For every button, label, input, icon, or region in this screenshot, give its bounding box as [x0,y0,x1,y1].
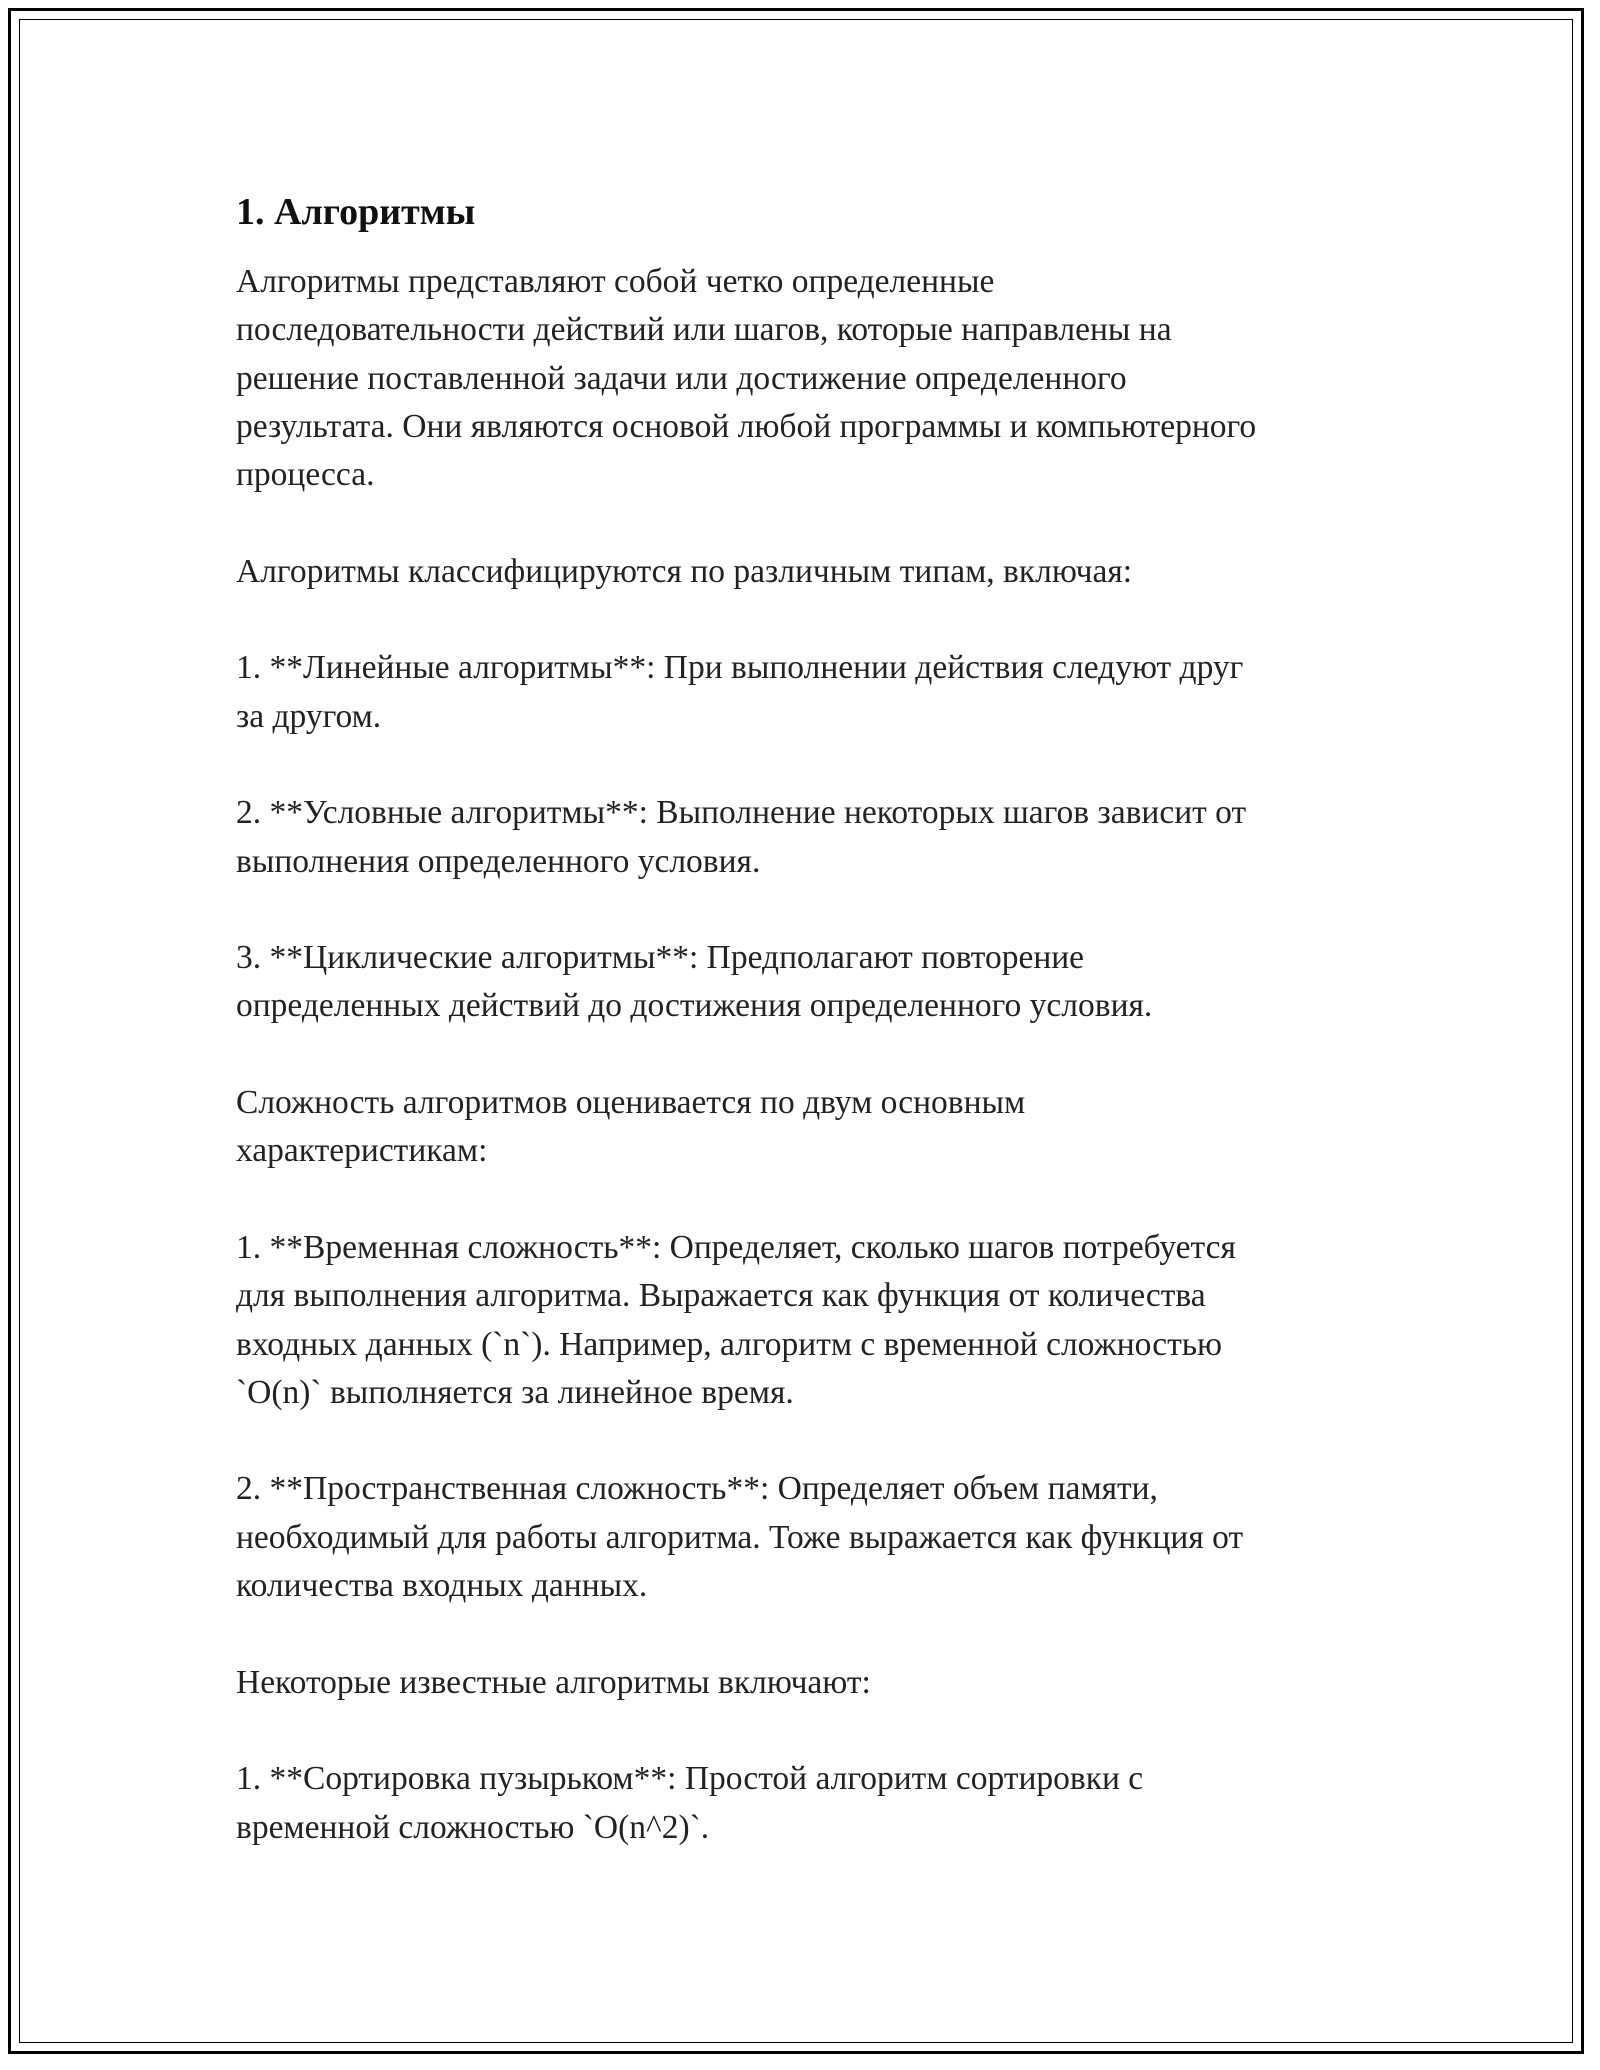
list-item-time-complexity: 1. **Временная сложность**: Определяет, сколько шагов потребуется для выполнения алгоритма. Выражается как функция от количества входных данных (`n`). Например, алгоритм с временной сложностью `O(n)` выполняется за линейное время. [236,1228,1236,1411]
paragraph-known-algorithms: Некоторые известные алгоритмы включают: [236,1663,871,1701]
paragraph-complexity: Сложность алгоритмов оценивается по двум основным характеристикам: [236,1084,1026,1170]
list-item-conditional: 2. **Условные алгоритмы**: Выполнение некоторых шагов зависит от выполнения определенного условия. [236,794,1247,880]
list-item-bubble-sort: 1. **Сортировка пузырьком**: Простой алгоритм сортировки с временной сложностью `O(n^2)`. [236,1760,1144,1846]
list-item-linear: 1. **Линейные алгоритмы**: При выполнении действия следуют друг за другом. [236,649,1244,735]
paragraph-classification: Алгоритмы классифицируются по различным типам, включая: [236,552,1133,590]
section-heading: 1. Алгоритмы [236,191,476,233]
list-item-space-complexity: 2. **Пространственная сложность**: Определяет объем памяти, необходимый для работы алгоритма. Тоже выражается как функция от количества входных данных. [236,1470,1244,1605]
document-body [236,188,1386,1900]
paragraph-intro: Алгоритмы представляют собой четко определенные последовательности действий или шагов, которые направлены на решение поставленной задачи или достижение определенного результата. Они являются основой любой программы и компьютерного процесса. [236,263,1257,494]
list-item-cyclic: 3. **Циклические алгоритмы**: Предполагают повторение определенных действий до достижения определенного условия. [236,939,1153,1025]
